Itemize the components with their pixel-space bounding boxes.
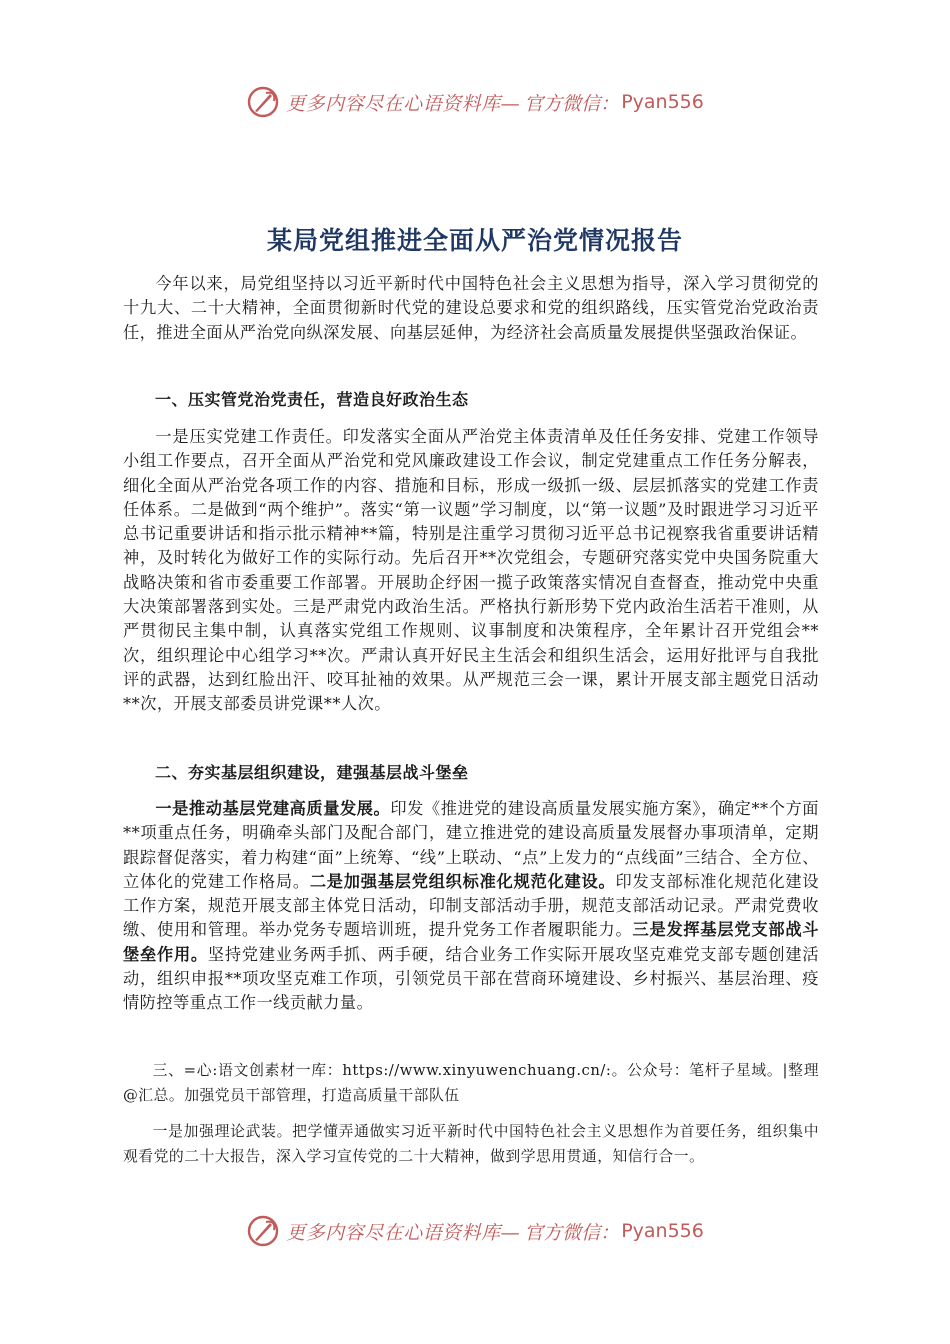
section1-heading: 一、压实管党治党责任，营造良好政治生态 (155, 390, 469, 409)
quill-logo-icon (246, 1214, 280, 1248)
section2-paragraph (123, 797, 819, 1016)
section2-heading: 二、夯实基层组织建设，建强基层战斗堡垒 (155, 763, 469, 782)
watermark-wechat-label: 官方微信： (524, 92, 620, 115)
section2-lead-2: 二是加强基层党组织标准化规范化建设。 (309, 871, 616, 891)
quill-logo-icon (246, 85, 280, 119)
section1-paragraph: 一是压实党建工作责任。印发落实全面从严治党主体责清单及任任务安排、党建工作领导小组工作要点，召开全面从严治党和党风廉政建设工作会议，制定党建重点工作任务分解表，细化全面从严治党各项工作的内容、措施和目标，形成一级抓一级、层层抓落实的党建工作责任体系。二是做到“两个维护”。落实“第一议题”学习制度，以“第一议题”及时跟进学习习近平总书记重要讲话和指示批示精神**篇，特别是注重学习贯彻习近平总书记视察我省重要讲话精神，及时转化为做好工作的实际行动。先后召开**次党组会，专题研究落实党中央国务院重大战略决策和省市委重要工作部署。开展助企纾困一揽子政策落实情况自查督查，推动党中央重大决策部署落到实处。三是严肃党内政治生活。严格执行新形势下党内政治生活若干准则，从严贯彻民主集中制，认真落实党组工作规则、议事制度和决策程序，全年累计召开党组会**次，组织理论中心组学习**次。严肃认真开好民主生活会和组织生活会，运用好批评与自我批评的武器，达到红脸出汗、咬耳扯袖的效果。从严规范三会一课，累计开展支部主题党日活动**次，开展支部委员讲党课**人次。 (123, 427, 819, 714)
section3-paragraph: 一是加强理论武装。把学懂弄通做实习近平新时代中国特色社会主义思想作为首要任务，组织集中观看党的二十大报告，深入学习宣传党的二十大精神，做到学思用贯通，知信行合一。 (123, 1123, 819, 1165)
intro-paragraph: 今年以来，局党组坚持以习近平新时代中国特色社会主义思想为指导，深入学习贯彻党的十九大、二十大精神，全面贯彻新时代党的建设总要求和党的组织路线，压实管党治党政治责任，推进全面从严治党向纵深发展、向基层延伸，为经济社会高质量发展提供坚强政治保证。 (123, 274, 819, 342)
watermark-wechat-id: Pyan556 (621, 91, 704, 113)
section3-heading-line: 三、=心:语文创素材一库：https://www.xinyuwenchuang.cn/:。公众号：笔杆子星域。|整理@汇总。加强党员干部管理，打造高质量干部队伍 (123, 1062, 819, 1104)
watermark-text: 更多内容尽在心语资料库— (286, 1221, 521, 1244)
section2-lead-1: 一是推动基层党建高质量发展。 (155, 799, 391, 818)
watermark-wechat-id: Pyan556 (621, 1220, 704, 1242)
section2-lead-3: 三是发挥基层党支部战斗堡垒作用。 (123, 920, 819, 964)
watermark-banner-bottom (0, 1211, 950, 1251)
watermark-wechat-label: 官方微信： (524, 1221, 620, 1244)
section2-text-3: 坚持党建业务两手抓、两手硬，结合业务工作实际开展攻坚克难党支部专题创建活动，组织申报**项攻坚克难工作项，引领党员干部在营商环境建设、乡村振兴、基层治理、疫情防控等重点工作一线贡献力量。 (123, 944, 820, 1013)
document-title: 某局党组推进全面从严治党情况报告 (266, 226, 683, 255)
watermark-text: 更多内容尽在心语资料库— (286, 92, 521, 115)
watermark-banner-top (0, 82, 950, 122)
section2-text-1: 印发《推进党的建设高质量发展实施方案》，确定**个方面**项重点任务，明确牵头部门及配合部门，建立推进党的建设高质量发展督办事项清单，定期跟踪督促落实，着力构建“面”上统筹、“线”上联动、“点”上发力的“点线面”三结合、全方位、立体化的党建工作格局。 (123, 799, 819, 891)
section2-text-2: 印发支部标准化规范化建设工作方案，规范开展支部主体党日活动，印制支部活动手册，规范支部活动记录。严肃党费收缴、使用和管理。举办党务专题培训班，提升党务工作者履职能力。 (123, 871, 820, 940)
